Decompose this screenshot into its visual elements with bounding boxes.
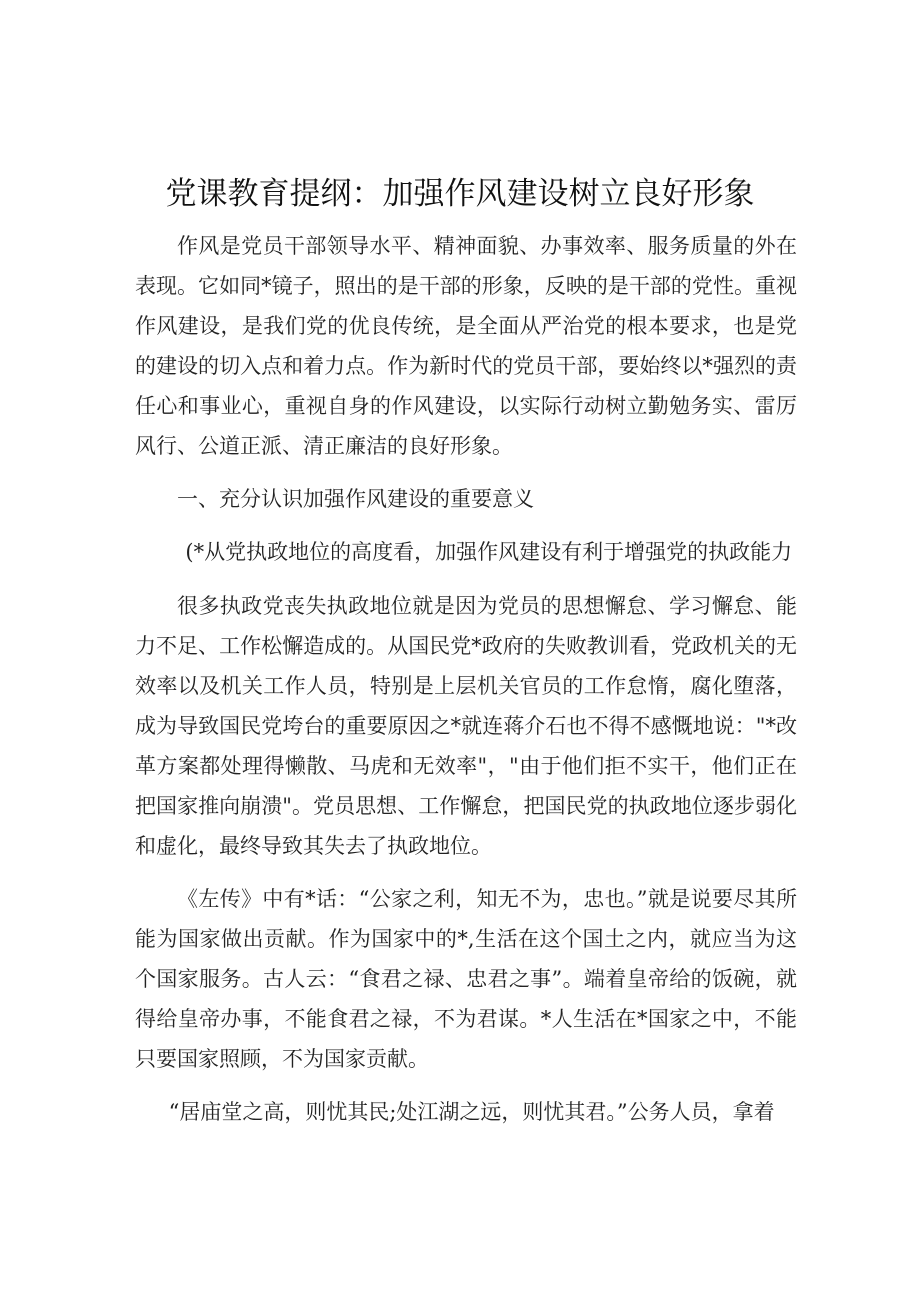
intro-paragraph: 作风是党员干部领导水平、精神面貌、办事效率、服务质量的外在表现。它如同*镜子，照出的是干部的形象，反映的是干部的党性。重视作风建设，是我们党的优良传统，是全面从严治党的根本要求，也是党的建设的切入点和着力点。作为新时代的党员干部，要始终以*强烈的责任心和事业心，重视自身的作风建设，以实际行动树立勤勉务实、雷厉风行、公道正派、清正廉洁的良好形象。	[135, 234, 797, 458]
history-paragraph: 很多执政党丧失执政地位就是因为党员的思想懈怠、学习懈怠、能力不足、工作松懈造成的。从国民党*政府的失败教训看，党政机关的无效率以及机关工作人员，特别是上层机关官员的工作怠惰，腐化堕落，成为导致国民党垮台的重要原因之*就连蒋介石也不得不感慨地说："*改革方案都处理得懒散、马虎和无效率"，"由于他们拒不实干，他们正在把国家推向崩溃"。党员思想、工作懈怠，把国民党的执政地位逐步弱化和虚化，最终导致其失去了执政地位。	[135, 594, 797, 858]
quote-paragraph: “居庙堂之高，则忧其民;处江湖之远，则忧其君。”公务人员，拿着	[168, 1100, 775, 1124]
document-title: 党课教育提纲：加强作风建设树立良好形象	[165, 176, 755, 212]
zuozhuan-paragraph: 《左传》中有*话：“公家之利，知无不为，忠也。”就是说要尽其所能为国家做出贡献。作为国家中的*,生活在这个国土之内，就应当为这个国家服务。古人云：“食君之禄、忠君之事”。端着皇帝给的饭碗，就得给皇帝办事，不能食君之禄，不为君谋。*人生活在*国家之中，不能只要国家照顾，不为国家贡献。	[135, 887, 797, 1071]
section-heading: 一、充分认识加强作风建设的重要意义	[177, 487, 534, 511]
document-body	[135, 226, 797, 1132]
subsection-heading: (*从党执政地位的高度看，加强作风建设有利于增强党的执政能力	[185, 540, 793, 564]
